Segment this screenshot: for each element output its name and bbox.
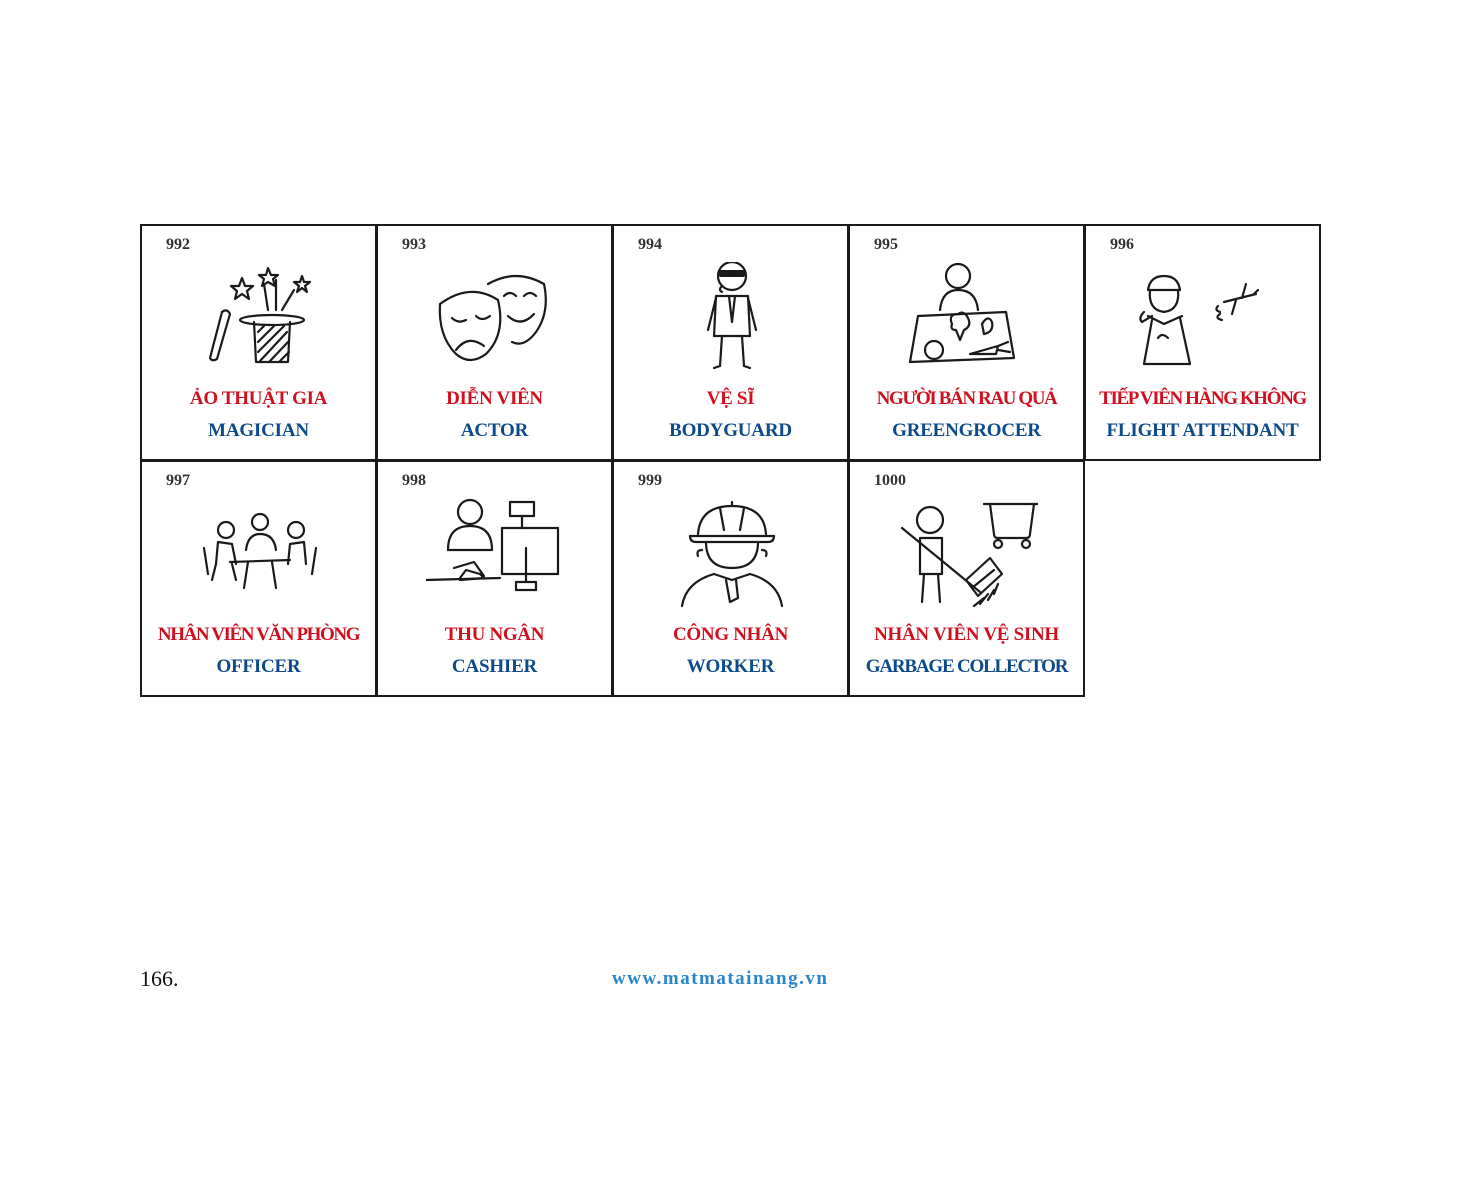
- page-number: 166.: [140, 966, 179, 991]
- vocab-card-cashier: [376, 460, 613, 697]
- vietnamese-label: NHÂN VIÊN VĂN PHÒNG: [157, 624, 360, 645]
- vocab-card-officer: [140, 460, 377, 697]
- vietnamese-label: NHÂN VIÊN VỆ SINH: [874, 624, 1059, 645]
- card-number: 992: [166, 236, 190, 253]
- english-label: MAGICIAN: [208, 420, 309, 441]
- vegetable-stall-icon: [898, 262, 1038, 374]
- vietnamese-label: VỆ SĨ: [706, 388, 755, 409]
- vietnamese-label: DIỄN VIÊN: [446, 388, 543, 409]
- vocab-card-worker: [612, 460, 849, 697]
- english-label: OFFICER: [216, 656, 301, 677]
- office-meeting-icon: [190, 498, 330, 610]
- vocabulary-grid: [140, 224, 1324, 699]
- vocab-card-greengrocer: [848, 224, 1085, 461]
- cash-register-icon: [426, 498, 566, 610]
- card-number: 999: [638, 472, 662, 489]
- card-number: 996: [1110, 236, 1134, 253]
- vietnamese-label: ẢO THUẬT GIA: [189, 388, 328, 409]
- footer-url[interactable]: www.matmatainang.vn: [612, 968, 829, 989]
- vietnamese-label: CÔNG NHÂN: [673, 624, 788, 645]
- theater-masks-icon: [426, 262, 566, 374]
- card-number: 994: [638, 236, 662, 253]
- vietnamese-label: TIẾP VIÊN HÀNG KHÔNG: [1099, 388, 1306, 409]
- english-label: BODYGUARD: [669, 420, 792, 441]
- hard-hat-worker-icon: [662, 498, 802, 610]
- english-label: ACTOR: [460, 420, 529, 441]
- flight-attendant-icon: [1134, 262, 1274, 374]
- vocab-card-actor: [376, 224, 613, 461]
- english-label: FLIGHT ATTENDANT: [1106, 420, 1299, 441]
- card-number: 997: [166, 472, 190, 489]
- vietnamese-label: NGƯỜI BÁN RAU QUẢ: [876, 388, 1057, 409]
- sweeper-cart-icon: [898, 498, 1038, 610]
- vocab-card-garbage-collector: [848, 460, 1085, 697]
- vietnamese-label: THU NGÂN: [444, 624, 545, 645]
- vocab-card-magician: [140, 224, 377, 461]
- vocab-card-bodyguard: [612, 224, 849, 461]
- vocab-card-flight-attendant: [1084, 224, 1321, 461]
- english-label: GARBAGE COLLECTOR: [865, 656, 1068, 677]
- english-label: GREENGROCER: [892, 420, 1041, 441]
- card-number: 998: [402, 472, 426, 489]
- magician-hat-icon: [190, 262, 330, 374]
- english-label: WORKER: [686, 656, 775, 677]
- card-number: 1000: [874, 472, 906, 489]
- card-number: 995: [874, 236, 898, 253]
- english-label: CASHIER: [451, 656, 538, 677]
- bodyguard-icon: [662, 262, 802, 374]
- card-number: 993: [402, 236, 426, 253]
